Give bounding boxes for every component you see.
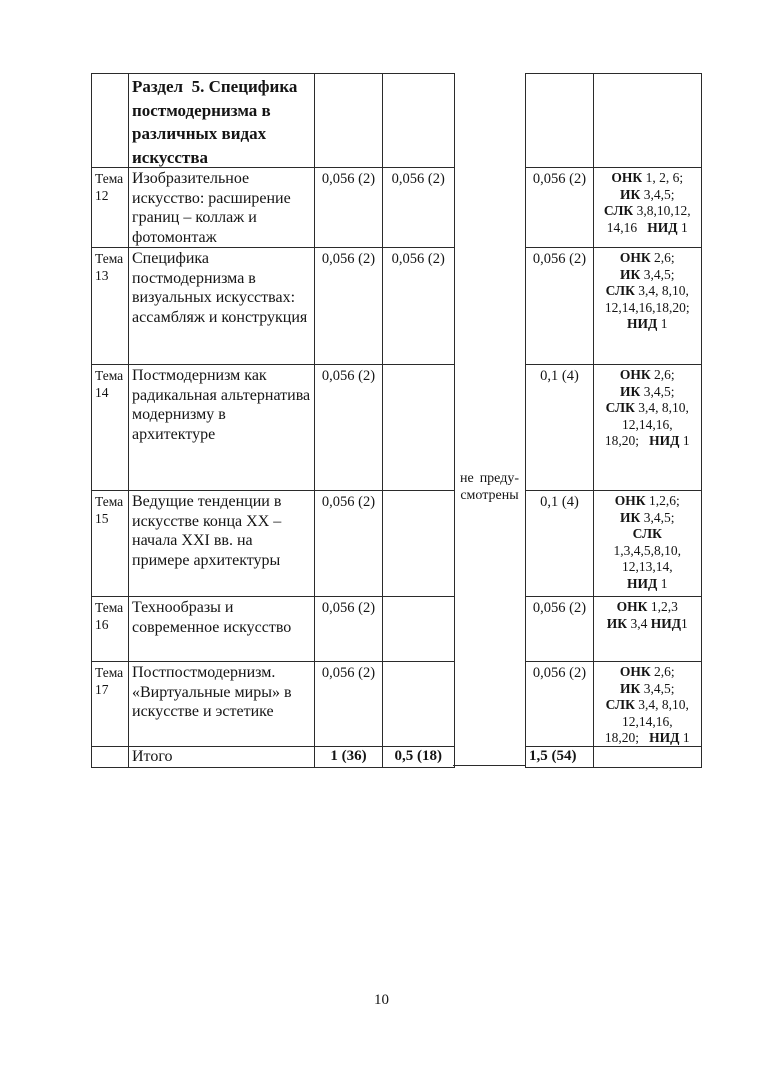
header-value-cell-2: [382, 73, 455, 167]
total-value-3: 1,5 (54): [525, 746, 593, 768]
total-competencies-cell: [593, 746, 702, 768]
row-13-topic-cell: [91, 247, 128, 364]
row-16-value-3: 0,056 (2): [525, 596, 593, 661]
row-16-competencies: ОНК 1,2,3 ИК 3,4 НИД1: [593, 596, 702, 661]
row-14-topic-cell: [91, 364, 128, 490]
topic-word: Тема: [95, 665, 124, 680]
row-12-value-2: 0,056 (2): [382, 167, 455, 247]
row-17-value-3: 0,056 (2): [525, 661, 593, 746]
total-topic-cell: [91, 746, 128, 768]
topic-number: 16: [95, 617, 109, 632]
row-12-competencies: ОНК 1, 2, 6; ИК 3,4,5; СЛК 3,8,10,12, 14,16 НИД 1: [593, 167, 702, 247]
topic-number: 17: [95, 682, 109, 697]
total-value-1: 1 (36): [314, 746, 382, 768]
topic-word: Тема: [95, 251, 124, 266]
total-value-2: 0,5 (18): [382, 746, 455, 768]
topic-number: 13: [95, 268, 109, 283]
row-12-title: Изобразительное искусство: расширение границ – коллаж и фотомонтаж: [128, 167, 314, 247]
row-16-title: Технообразы и современное искусство: [128, 596, 314, 661]
row-14-title: Постмодернизм как радикальная альтернатива модернизму в архитектуре: [128, 364, 314, 490]
row-13-value-3: 0,056 (2): [525, 247, 593, 364]
row-17-value-2: [382, 661, 455, 746]
row-15-value-1: 0,056 (2): [314, 490, 382, 596]
topic-word: Тема: [95, 368, 124, 383]
row-13-value-2: 0,056 (2): [382, 247, 455, 364]
row-13-value-1: 0,056 (2): [314, 247, 382, 364]
table-bottom-border-segment: [453, 765, 525, 767]
row-14-competencies: ОНК 2,6; ИК 3,4,5; СЛК 3,4, 8,10, 12,14,16, 18,20; НИД 1: [593, 364, 702, 490]
header-topic-cell: [91, 73, 128, 167]
row-15-competencies: ОНК 1,2,6; ИК 3,4,5; СЛК 1,3,4,5,8,10, 12,13,14, НИД 1: [593, 490, 702, 596]
row-14-value-3: 0,1 (4): [525, 364, 593, 490]
row-17-title: Постпостмодернизм. «Виртуальные миры» в искусстве и эстетике: [128, 661, 314, 746]
topic-number: 12: [95, 188, 109, 203]
row-16-value-2: [382, 596, 455, 661]
row-14-value-2: [382, 364, 455, 490]
header-competencies-cell: [593, 73, 702, 167]
header-value-cell-3: [525, 73, 593, 167]
row-12-topic-cell: [91, 167, 128, 247]
section-header: Раздел 5. Специфика постмодернизма в различных видах искусства: [128, 73, 314, 167]
row-13-title: Специфика постмодернизма в визуальных искусствах: ассамбляж и конструкция: [128, 247, 314, 364]
row-15-topic-cell: [91, 490, 128, 596]
row-12-value-1: 0,056 (2): [314, 167, 382, 247]
row-13-competencies: ОНК 2,6; ИК 3,4,5; СЛК 3,4, 8,10, 12,14,16,18,20; НИД 1: [593, 247, 702, 364]
topic-word: Тема: [95, 494, 124, 509]
row-15-title: Ведущие тенденции в искусстве конца XX – начала XXI вв. на примере архитектуры: [128, 490, 314, 596]
not-provided-note: не преду- смотрены: [459, 471, 519, 503]
row-15-value-2: [382, 490, 455, 596]
row-15-value-3: 0,1 (4): [525, 490, 593, 596]
total-label: Итого: [128, 746, 314, 768]
topic-word: Тема: [95, 600, 124, 615]
row-16-value-1: 0,056 (2): [314, 596, 382, 661]
topic-number: 15: [95, 511, 109, 526]
page-number: 10: [374, 992, 389, 1008]
row-14-value-1: 0,056 (2): [314, 364, 382, 490]
row-17-competencies: ОНК 2,6; ИК 3,4,5; СЛК 3,4, 8,10, 12,14,16, 18,20; НИД 1: [593, 661, 702, 746]
row-17-value-1: 0,056 (2): [314, 661, 382, 746]
topic-word: Тема: [95, 171, 124, 186]
row-16-topic-cell: [91, 596, 128, 661]
row-12-value-3: 0,056 (2): [525, 167, 593, 247]
row-17-topic-cell: [91, 661, 128, 746]
topic-number: 14: [95, 385, 109, 400]
header-value-cell-1: [314, 73, 382, 167]
